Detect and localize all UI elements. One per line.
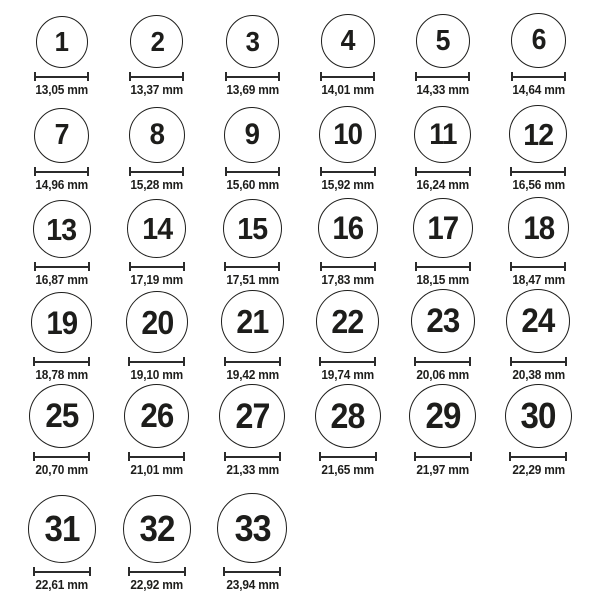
diameter-ruler: [128, 357, 185, 366]
diameter-ruler: [33, 452, 90, 461]
ring-circle: [29, 384, 94, 448]
diameter-ruler: [34, 72, 89, 81]
ring-circle: [316, 290, 379, 353]
diameter-ruler: [414, 357, 471, 366]
diameter-ruler: [414, 452, 472, 461]
diameter-label: 19,74 mm: [321, 368, 374, 382]
ring-size-number: 27: [235, 396, 270, 436]
diameter-ruler: [415, 167, 471, 176]
diameter-ruler: [33, 357, 90, 366]
ring-circle: [123, 495, 191, 563]
ring-size-number: 11: [429, 117, 457, 151]
ring-cell: [508, 194, 569, 289]
diameter-label: 18,47 mm: [512, 273, 565, 287]
ring-cell: [320, 4, 375, 99]
diameter-label: 20,06 mm: [416, 368, 470, 382]
ring-size-number: 29: [425, 395, 461, 437]
diameter-label: 14,64 mm: [512, 83, 565, 97]
ring-size-number: 19: [46, 304, 78, 341]
ring-cell: [315, 384, 381, 479]
diameter-ruler: [509, 452, 567, 461]
ring-size-number: 1: [54, 26, 69, 57]
diameter-label: 21,65 mm: [321, 463, 374, 477]
ring-cell: [33, 194, 91, 289]
ring-size-number: 4: [340, 24, 355, 57]
ring-size-number: 16: [332, 210, 364, 246]
ring-size-number: 17: [427, 210, 459, 246]
ring-size-number: 25: [45, 397, 79, 436]
ring-size-number: 20: [141, 303, 173, 341]
ring-circle: [509, 105, 567, 163]
diameter-ruler: [320, 72, 375, 81]
diameter-label: 15,92 mm: [321, 178, 374, 192]
ring-cell: [126, 289, 188, 384]
ring-cell: [221, 289, 284, 384]
diameter-label: 13,05 mm: [35, 83, 88, 97]
ring-cell: [124, 384, 189, 479]
ring-circle: [36, 16, 88, 68]
diameter-ruler: [223, 567, 281, 576]
ring-size-number: 22: [331, 303, 364, 340]
diameter-label: 17,51 mm: [226, 273, 279, 287]
diameter-label: 18,15 mm: [416, 273, 470, 287]
ring-cell: [129, 4, 184, 99]
ring-cell: [511, 4, 566, 99]
ring-circle: [224, 107, 280, 163]
diameter-label: 14,33 mm: [416, 83, 470, 97]
ring-circle: [414, 106, 471, 163]
diameter-label: 19,10 mm: [130, 368, 184, 382]
ring-circle: [130, 15, 183, 68]
ring-cell: [413, 194, 473, 289]
ring-circle: [126, 291, 188, 353]
ring-size-number: 8: [149, 118, 165, 151]
ring-cell: [123, 479, 191, 594]
ring-circle: [31, 292, 92, 353]
ring-size-number: 23: [426, 302, 460, 340]
ring-circle: [127, 199, 186, 258]
ring-size-number: 7: [54, 119, 69, 151]
diameter-ruler: [34, 167, 89, 176]
ring-size-number: 28: [330, 396, 365, 436]
ring-circle: [409, 384, 476, 448]
diameter-ruler: [224, 262, 280, 271]
ring-grid: [14, 4, 586, 594]
diameter-label: 13,69 mm: [226, 83, 279, 97]
ring-size-number: 2: [150, 25, 164, 57]
ring-size-number: 10: [333, 117, 363, 151]
ring-cell: [219, 384, 285, 479]
ring-cell: [34, 99, 89, 194]
ring-cell: [127, 194, 186, 289]
diameter-ruler: [33, 567, 91, 576]
diameter-ruler: [224, 357, 281, 366]
ring-circle: [505, 384, 572, 448]
diameter-ruler: [320, 262, 376, 271]
diameter-ruler: [319, 452, 377, 461]
diameter-label: 20,70 mm: [35, 463, 88, 477]
ring-size-number: 9: [245, 118, 260, 151]
ring-size-number: 5: [436, 24, 450, 57]
ring-cell: [28, 479, 96, 594]
ring-size-number: 24: [521, 302, 555, 340]
ring-circle: [33, 200, 91, 258]
ring-size-number: 18: [522, 209, 554, 246]
diameter-label: 15,60 mm: [226, 178, 279, 192]
ring-circle: [416, 14, 470, 68]
ring-size-number: 3: [245, 25, 260, 57]
ring-size-number: 13: [46, 211, 77, 247]
ring-size-number: 15: [237, 211, 268, 246]
ring-cell: [316, 289, 379, 384]
ring-cell: [415, 4, 470, 99]
ring-size-number: 12: [523, 116, 554, 152]
diameter-label: 20,38 mm: [512, 368, 565, 382]
ring-cell: [414, 99, 471, 194]
diameter-ruler: [320, 167, 376, 176]
ring-circle: [34, 108, 89, 163]
ring-cell: [31, 289, 92, 384]
diameter-label: 17,83 mm: [321, 273, 374, 287]
diameter-label: 22,92 mm: [130, 578, 184, 592]
ring-circle: [124, 384, 189, 448]
ring-circle: [221, 290, 284, 353]
ring-cell: [509, 99, 567, 194]
diameter-label: 22,61 mm: [35, 578, 88, 592]
diameter-label: 15,28 mm: [130, 178, 184, 192]
ring-cell: [506, 289, 570, 384]
diameter-ruler: [415, 262, 471, 271]
ring-circle: [217, 493, 287, 563]
ring-circle: [413, 198, 473, 258]
ring-cell: [129, 99, 185, 194]
diameter-ruler: [34, 262, 90, 271]
diameter-label: 21,33 mm: [226, 463, 279, 477]
ring-cell: [319, 99, 376, 194]
diameter-label: 16,87 mm: [35, 273, 88, 287]
diameter-ruler: [128, 452, 185, 461]
ring-circle: [319, 106, 376, 163]
diameter-label: 16,24 mm: [416, 178, 470, 192]
ring-cell: [505, 384, 572, 479]
diameter-ruler: [225, 167, 280, 176]
diameter-label: 21,97 mm: [416, 463, 470, 477]
ring-circle: [411, 289, 475, 353]
ring-cell: [409, 384, 476, 479]
ring-cell: [217, 479, 287, 594]
ring-size-number: 31: [44, 508, 80, 549]
diameter-label: 13,37 mm: [130, 83, 184, 97]
ring-cell: [411, 289, 475, 384]
ring-circle: [226, 15, 279, 68]
diameter-ruler: [415, 72, 470, 81]
diameter-label: 18,78 mm: [35, 368, 88, 382]
diameter-ruler: [224, 452, 281, 461]
diameter-label: 21,01 mm: [130, 463, 184, 477]
diameter-ruler: [225, 72, 280, 81]
diameter-ruler: [510, 262, 566, 271]
ring-size-number: 33: [234, 507, 271, 549]
ring-cell: [224, 99, 280, 194]
ring-size-number: 26: [140, 397, 174, 436]
diameter-ruler: [129, 167, 184, 176]
diameter-label: 22,29 mm: [512, 463, 565, 477]
ring-size-number: 21: [236, 303, 269, 340]
diameter-ruler: [129, 262, 185, 271]
ring-circle: [219, 384, 285, 448]
ring-circle: [315, 384, 381, 448]
ring-cell: [225, 4, 280, 99]
ring-size-number: 32: [139, 508, 175, 549]
ring-cell: [34, 4, 89, 99]
diameter-ruler: [128, 567, 186, 576]
ring-circle: [321, 14, 375, 68]
diameter-label: 23,94 mm: [226, 578, 279, 592]
diameter-label: 17,19 mm: [130, 273, 184, 287]
ring-circle: [318, 198, 378, 258]
ring-size-number: 30: [520, 395, 556, 437]
ring-circle: [511, 13, 566, 68]
diameter-label: 19,42 mm: [226, 368, 279, 382]
ring-circle: [506, 289, 570, 353]
diameter-ruler: [319, 357, 376, 366]
diameter-ruler: [510, 167, 566, 176]
ring-cell: [29, 384, 94, 479]
ring-size-number: 14: [142, 211, 172, 246]
diameter-label: 14,01 mm: [321, 83, 374, 97]
ring-circle: [508, 197, 569, 258]
ring-circle: [28, 495, 96, 563]
diameter-ruler: [510, 357, 567, 366]
diameter-label: 16,56 mm: [512, 178, 565, 192]
ring-cell: [318, 194, 378, 289]
diameter-ruler: [129, 72, 184, 81]
ring-cell: [223, 194, 282, 289]
diameter-ruler: [511, 72, 566, 81]
ring-size-number: 6: [531, 24, 546, 56]
diameter-label: 14,96 mm: [35, 178, 88, 192]
ring-circle: [223, 199, 282, 258]
ring-circle: [129, 107, 185, 163]
